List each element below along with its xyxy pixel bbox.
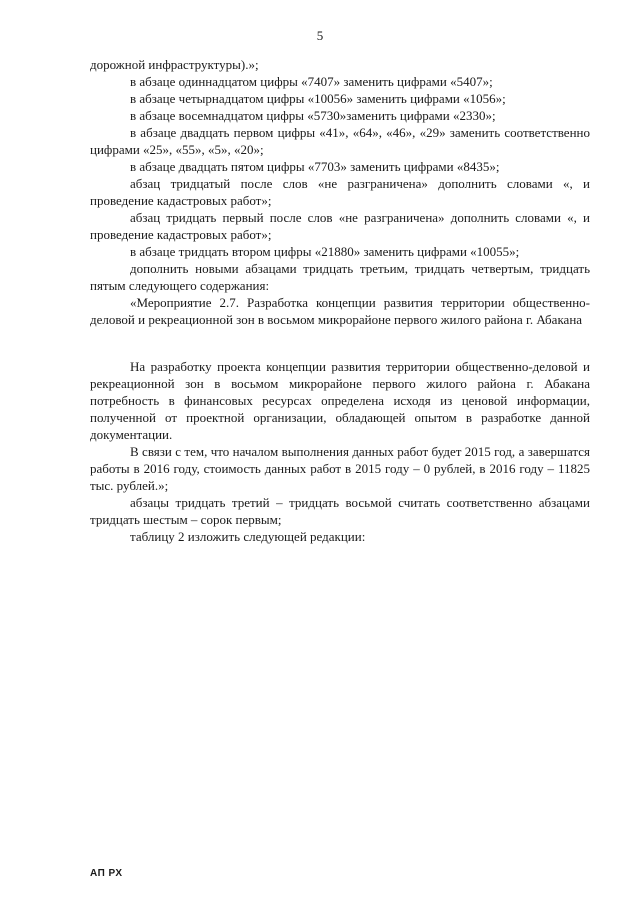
paragraph: абзац тридцатый после слов «не разграничена» дополнить словами «, и проведение кадастровых работ»; (90, 176, 590, 208)
page-number: 5 (316, 28, 324, 43)
paragraph: дорожной инфраструктуры).»; (90, 57, 259, 72)
paragraph: «Мероприятие 2.7. Разработка концепции развития территории общественно-деловой и рекреационной зон в восьмом микрорайоне первого жилого района г. Абакана (90, 295, 590, 327)
paragraph: в абзаце тридцать втором цифры «21880» заменить цифрами «10055»; (130, 244, 520, 259)
paragraph: На разработку проекта концепции развития территории общественно-деловой и рекреационной зон в восьмом микрорайоне первого жилого района г. Абакана потребность в финансовых ресурсах определена исходя из ценовой информации, полученной от проектной организации, обладающей опытом в разработке данной документации. (90, 359, 590, 442)
paragraph: в абзаце двадцать пятом цифры «7703» заменить цифрами «8435»; (130, 159, 500, 174)
paragraph: в абзаце одиннадцатом цифры «7407» заменить цифрами «5407»; (130, 74, 493, 89)
footer-stamp: АП РХ (90, 868, 123, 879)
paragraph: абзац тридцать первый после слов «не разграничена» дополнить словами «, и проведение кадастровых работ»; (90, 210, 590, 242)
paragraph: таблицу 2 изложить следующей редакции: (130, 529, 366, 544)
paragraph: в абзаце двадцать первом цифры «41», «64», «46», «29» заменить соответственно цифрами «25», «55», «5», «20»; (90, 125, 590, 157)
paragraph: дополнить новыми абзацами тридцать третьим, тридцать четвертым, тридцать пятым следующего содержания: (90, 261, 590, 293)
paragraph: абзацы тридцать третий – тридцать восьмой считать соответственно абзацами тридцать шестым – сорок первым; (90, 495, 590, 527)
paragraph: в абзаце восемнадцатом цифры «5730»заменить цифрами «2330»; (130, 108, 496, 123)
paragraph: В связи с тем, что началом выполнения данных работ будет 2015 год, а завершатся работы в 2016 году, стоимость данных работ в 2015 году – 0 рублей, в 2016 году – 11825 тыс. рублей.»; (90, 444, 590, 493)
paragraph: в абзаце четырнадцатом цифры «10056» заменить цифрами «1056»; (130, 91, 506, 106)
document-body (90, 56, 590, 545)
